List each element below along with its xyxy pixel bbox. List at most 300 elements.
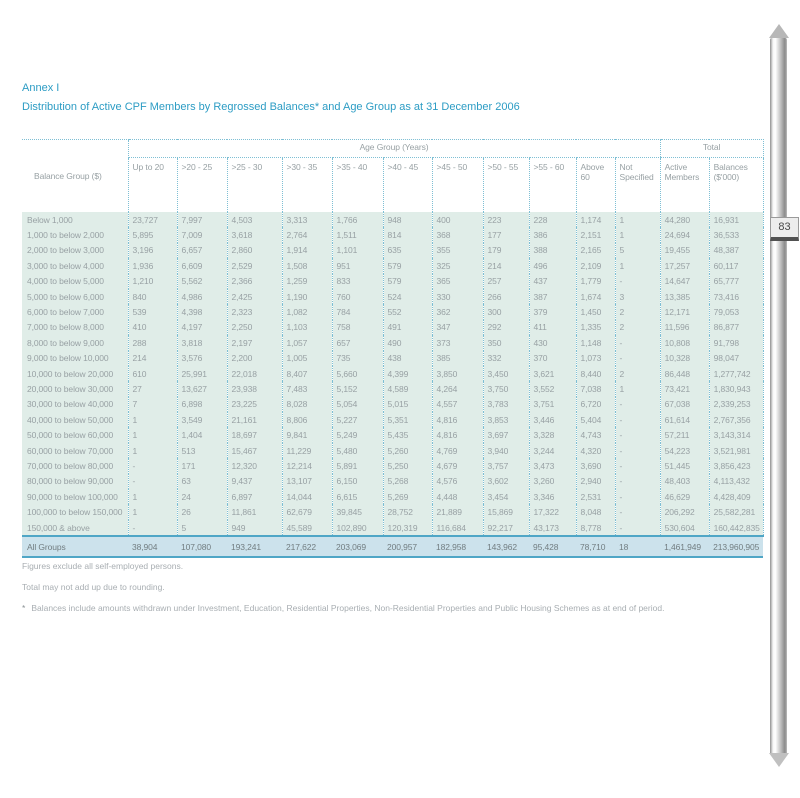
table-row [22,320,763,335]
total-cell: 1,461,949 [660,536,709,557]
table-cell: 17,257 [660,258,709,273]
table-cell: 1,511 [332,227,383,242]
table-cell: 14,647 [660,274,709,289]
table-cell: 5,268 [383,474,432,489]
table-cell: 4,679 [432,458,483,473]
table-cell: 26 [177,504,227,519]
table-cell: 171 [177,458,227,473]
table-cell: 4,986 [177,289,227,304]
table-cell: 54,223 [660,443,709,458]
table-cell: - [615,397,660,412]
table-cell: 2,151 [576,227,615,242]
page-number-tab: 83 [770,217,799,241]
table-cell: 228 [529,212,576,227]
table-row [22,520,763,536]
table-cell: 657 [332,335,383,350]
table-cell: - [615,458,660,473]
table-cell: 1,830,943 [709,381,763,396]
table-cell: 13,385 [660,289,709,304]
table-cell: 8,407 [282,366,332,381]
table-cell: 3,697 [483,427,529,442]
row-label: 30,000 to below 40,000 [22,397,128,412]
table-row [22,489,763,504]
page-title: Distribution of Active CPF Members by Regrossed Balances* and Age Group as at 31 December 2006 [22,101,520,113]
table-row [22,504,763,519]
table-row [22,351,763,366]
total-cell: 78,710 [576,536,615,557]
table-cell: 1,277,742 [709,366,763,381]
table-cell: 4,576 [432,474,483,489]
table-cell: 4,399 [383,366,432,381]
column-header: Up to 20 [128,158,177,213]
table-cell: 25,991 [177,366,227,381]
table-cell: 579 [383,274,432,289]
table-cell: 7,483 [282,381,332,396]
table-cell: 438 [383,351,432,366]
total-cell: 193,241 [227,536,282,557]
table-cell: 949 [227,520,282,536]
table-row [22,381,763,396]
table-cell: 332 [483,351,529,366]
table-cell: 16,931 [709,212,763,227]
table-cell: 368 [432,227,483,242]
table-cell: 14,044 [282,489,332,504]
table-cell: 11,229 [282,443,332,458]
table-row [22,412,763,427]
table-cell: 2,531 [576,489,615,504]
row-label: 2,000 to below 3,000 [22,243,128,258]
table-cell: 365 [432,274,483,289]
table-cell: 552 [383,304,432,319]
table-cell: 2,860 [227,243,282,258]
table-cell: - [615,520,660,536]
table-cell: 579 [383,258,432,273]
table-cell: 370 [529,351,576,366]
table-cell: 21,161 [227,412,282,427]
table-cell: 1,073 [576,351,615,366]
table-cell: 5,152 [332,381,383,396]
table-cell: 1,148 [576,335,615,350]
table-row [22,366,763,381]
table-cell: 4,589 [383,381,432,396]
row-label: 20,000 to below 30,000 [22,381,128,396]
table-cell: 1 [128,427,177,442]
table-cell: 1,674 [576,289,615,304]
table-cell: 4,816 [432,427,483,442]
table-cell: 3,549 [177,412,227,427]
table-cell: - [615,412,660,427]
table-cell: 6,897 [227,489,282,504]
total-row-label: All Groups [22,536,128,557]
table-cell: 1 [615,227,660,242]
table-row [22,243,763,258]
footnote-text: Balances include amounts withdrawn under Investment, Education, Residential Properties, Non-Residential Properties and Public Housing Schemes as at end of period. [31,603,665,613]
table-cell: - [128,474,177,489]
table-cell: 325 [432,258,483,273]
table-cell: 2,425 [227,289,282,304]
table-cell: 3,850 [432,366,483,381]
table-cell: 15,869 [483,504,529,519]
table-cell: 177 [483,227,529,242]
table-cell: 60,117 [709,258,763,273]
table-cell: 388 [529,243,576,258]
table-cell: 8,806 [282,412,332,427]
table-cell: 3,143,314 [709,427,763,442]
column-header: >55 - 60 [529,158,576,213]
table-cell: 2,940 [576,474,615,489]
table-cell: 3,446 [529,412,576,427]
table-cell: 5,269 [383,489,432,504]
table-cell: 2,764 [282,227,332,242]
row-label: 100,000 to below 150,000 [22,504,128,519]
table-cell: 1,766 [332,212,383,227]
table-cell: 513 [177,443,227,458]
table-cell: 206,292 [660,504,709,519]
table-cell: 411 [529,320,576,335]
table-row [22,274,763,289]
table-cell: 102,890 [332,520,383,536]
table-cell: 1 [128,489,177,504]
table-cell: 3,940 [483,443,529,458]
table-cell: 784 [332,304,383,319]
table-cell: 379 [529,304,576,319]
total-cell: 95,428 [529,536,576,557]
table-cell: 12,171 [660,304,709,319]
footnote: Figures exclude all self-employed persons. [22,561,184,571]
table-cell: 21,889 [432,504,483,519]
table-cell: 1,779 [576,274,615,289]
table-cell: 4,398 [177,304,227,319]
table-cell: 8,048 [576,504,615,519]
table-cell: 86,448 [660,366,709,381]
row-label: 4,000 to below 5,000 [22,274,128,289]
table-cell: 2,366 [227,274,282,289]
footnote: Total may not add up due to rounding. [22,582,165,592]
table-cell: 86,877 [709,320,763,335]
table-cell: 39,845 [332,504,383,519]
table-cell: 5,404 [576,412,615,427]
table-row [22,443,763,458]
table-cell: 539 [128,304,177,319]
table-cell: 496 [529,258,576,273]
table-cell: 1,190 [282,289,332,304]
table-cell: 292 [483,320,529,335]
table-cell: 4,197 [177,320,227,335]
table-cell: 6,898 [177,397,227,412]
table-cell: - [615,335,660,350]
table-cell: 1,404 [177,427,227,442]
table-cell: 2,109 [576,258,615,273]
table-cell: 3 [615,289,660,304]
table-cell: 4,503 [227,212,282,227]
table-cell: 491 [383,320,432,335]
table-cell: 5,250 [383,458,432,473]
table-cell: 65,777 [709,274,763,289]
table-cell: 4,448 [432,489,483,504]
table-cell: 385 [432,351,483,366]
table-cell: 7,038 [576,381,615,396]
table-cell: 948 [383,212,432,227]
table-cell: 73,421 [660,381,709,396]
table-cell: 3,757 [483,458,529,473]
table-cell: 758 [332,320,383,335]
table-cell: 3,690 [576,458,615,473]
table-cell: 1,936 [128,258,177,273]
table-row [22,304,763,319]
col-header-balance-group: Balance Group ($) [22,140,128,213]
table-cell: 3,576 [177,351,227,366]
table-cell: 400 [432,212,483,227]
table-cell: 2 [615,304,660,319]
table-cell: 23,938 [227,381,282,396]
row-label: 9,000 to below 10,000 [22,351,128,366]
table-cell: 79,053 [709,304,763,319]
table-body [22,212,763,536]
table-cell: 3,783 [483,397,529,412]
table-cell: 1,210 [128,274,177,289]
rod-bar [770,38,787,753]
table-cell: 5,054 [332,397,383,412]
table-cell: 44,280 [660,212,709,227]
table-cell: 48,387 [709,243,763,258]
table-cell: 5,249 [332,427,383,442]
column-header: >40 - 45 [383,158,432,213]
table-cell: 62,679 [282,504,332,519]
table-row [22,458,763,473]
table-cell: 214 [483,258,529,273]
table-cell: 17,322 [529,504,576,519]
row-label: 10,000 to below 20,000 [22,366,128,381]
table-cell: 3,260 [529,474,576,489]
column-header: >35 - 40 [332,158,383,213]
table-cell: 5,660 [332,366,383,381]
table-cell: 1 [128,504,177,519]
table-cell: 6,720 [576,397,615,412]
table-cell: 7 [128,397,177,412]
table-cell: 11,861 [227,504,282,519]
table-cell: 8,778 [576,520,615,536]
table-cell: 12,214 [282,458,332,473]
table-cell: 1,914 [282,243,332,258]
table-cell: 5,562 [177,274,227,289]
table-cell: - [615,443,660,458]
total-row [22,536,763,557]
table-cell: 1,174 [576,212,615,227]
cpf-distribution-table [22,139,764,558]
table-cell: 3,621 [529,366,576,381]
table-cell: 1 [128,412,177,427]
row-label: 150,000 & above [22,520,128,536]
table-cell: 4,113,432 [709,474,763,489]
table-cell: 1,259 [282,274,332,289]
table-cell: 2,197 [227,335,282,350]
table-cell: 3,521,981 [709,443,763,458]
table-cell: 6,609 [177,258,227,273]
column-header: >50 - 55 [483,158,529,213]
table-cell: 15,467 [227,443,282,458]
table-cell: 3,552 [529,381,576,396]
table-row [22,335,763,350]
table-cell: 8,028 [282,397,332,412]
table-cell: 5 [177,520,227,536]
row-label: 60,000 to below 70,000 [22,443,128,458]
table-cell: 1,005 [282,351,332,366]
table-cell: 5,895 [128,227,177,242]
table-cell: 18,697 [227,427,282,442]
table-row [22,427,763,442]
table-cell: 22,018 [227,366,282,381]
table-cell: 28,752 [383,504,432,519]
table-cell: 160,442,835 [709,520,763,536]
table-cell: 120,319 [383,520,432,536]
total-cell: 217,622 [282,536,332,557]
table-row [22,227,763,242]
table-cell: 6,150 [332,474,383,489]
table-cell: 3,473 [529,458,576,473]
row-label: 5,000 to below 6,000 [22,289,128,304]
table-cell: - [615,274,660,289]
table-cell: 9,437 [227,474,282,489]
total-cell: 203,069 [332,536,383,557]
table-cell: 257 [483,274,529,289]
table-cell: 635 [383,243,432,258]
table-cell: 1,335 [576,320,615,335]
table-cell: 1,082 [282,304,332,319]
table-cell: 23,225 [227,397,282,412]
table-cell: 355 [432,243,483,258]
table-cell: 63 [177,474,227,489]
table-cell: 1,101 [332,243,383,258]
table-cell: 387 [529,289,576,304]
table-cell: 373 [432,335,483,350]
table-cell: 73,416 [709,289,763,304]
table-cell: 4,743 [576,427,615,442]
table-cell: 5,015 [383,397,432,412]
table-cell: 51,445 [660,458,709,473]
total-cell: 107,080 [177,536,227,557]
table-cell: 46,629 [660,489,709,504]
table-cell: 951 [332,258,383,273]
table-cell: 214 [128,351,177,366]
page-edge-ornament [767,24,791,770]
table-cell: 3,450 [483,366,529,381]
table-cell: 2,339,253 [709,397,763,412]
table-row [22,474,763,489]
table-cell: 2 [615,320,660,335]
table-cell: 530,604 [660,520,709,536]
table-cell: 1 [615,258,660,273]
table-cell: 3,751 [529,397,576,412]
row-label: 90,000 to below 100,000 [22,489,128,504]
row-label: 7,000 to below 8,000 [22,320,128,335]
total-cell: 200,957 [383,536,432,557]
table-cell: 840 [128,289,177,304]
total-cell: 18 [615,536,660,557]
row-label: 8,000 to below 9,000 [22,335,128,350]
table-cell: 179 [483,243,529,258]
row-label: 6,000 to below 7,000 [22,304,128,319]
footnote [22,603,664,613]
total-cell: 213,960,905 [709,536,763,557]
table-cell: 2 [615,366,660,381]
table-cell: 57,211 [660,427,709,442]
table-cell: 116,684 [432,520,483,536]
table-cell: 3,313 [282,212,332,227]
table-cell: 11,596 [660,320,709,335]
row-label: 1,000 to below 2,000 [22,227,128,242]
table-cell: 6,615 [332,489,383,504]
table-cell: 330 [432,289,483,304]
table-cell: 23,727 [128,212,177,227]
table-cell: 223 [483,212,529,227]
table-cell: 25,582,281 [709,504,763,519]
up-arrow-icon [769,24,789,38]
table-cell: 3,196 [128,243,177,258]
table-cell: 2,165 [576,243,615,258]
table-cell: 24,694 [660,227,709,242]
table-cell: 3,618 [227,227,282,242]
row-label: 70,000 to below 80,000 [22,458,128,473]
table-cell: 61,614 [660,412,709,427]
table-cell: 288 [128,335,177,350]
row-label: 80,000 to below 90,000 [22,474,128,489]
table-cell: 760 [332,289,383,304]
table-cell: 2,767,356 [709,412,763,427]
table-cell: - [615,504,660,519]
total-cell: 182,958 [432,536,483,557]
table-cell: 98,047 [709,351,763,366]
down-arrow-icon [769,753,789,767]
column-header: Balances ($'000) [709,158,763,213]
group-header-row [22,140,763,158]
table-cell: 4,816 [432,412,483,427]
footnote-asterisk: * [22,603,26,613]
column-header: Above 60 [576,158,615,213]
table-cell: 91,798 [709,335,763,350]
column-header: >25 - 30 [227,158,282,213]
column-header: >45 - 50 [432,158,483,213]
table-cell: 430 [529,335,576,350]
table-cell: 3,750 [483,381,529,396]
table-cell: 27 [128,381,177,396]
table-cell: 1,450 [576,304,615,319]
table-cell: 6,657 [177,243,227,258]
table-cell: 3,853 [483,412,529,427]
row-label: Below 1,000 [22,212,128,227]
table-cell: 10,808 [660,335,709,350]
table-cell: 13,107 [282,474,332,489]
table-row [22,258,763,273]
table-cell: 3,346 [529,489,576,504]
table-cell: 833 [332,274,383,289]
table-cell: 347 [432,320,483,335]
col-group-age: Age Group (Years) [128,140,660,158]
row-label: 50,000 to below 60,000 [22,427,128,442]
table-cell: 5 [615,243,660,258]
table-cell: 13,627 [177,381,227,396]
total-cell: 143,962 [483,536,529,557]
table-cell: 2,529 [227,258,282,273]
table-cell: 5,480 [332,443,383,458]
column-header: >30 - 35 [282,158,332,213]
table-row [22,289,763,304]
table-cell: 1 [615,381,660,396]
table-cell: 5,260 [383,443,432,458]
table-cell: 814 [383,227,432,242]
table-cell: 2,200 [227,351,282,366]
table-cell: 490 [383,335,432,350]
table-cell: - [615,351,660,366]
